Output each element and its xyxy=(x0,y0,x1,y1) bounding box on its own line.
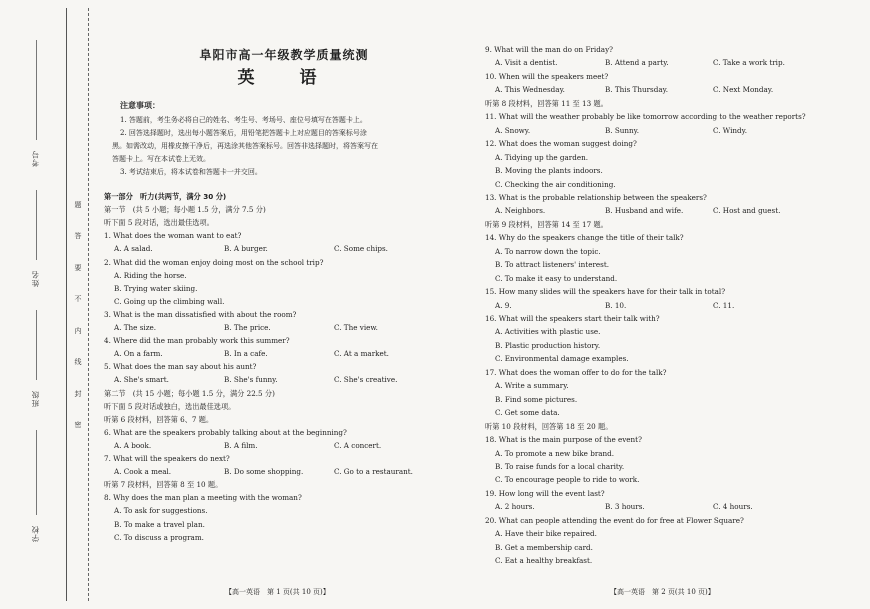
answer-option: C. Windy. xyxy=(713,125,747,135)
answer-option: B. Do some shopping. xyxy=(224,467,304,477)
answer-option: B. She's funny. xyxy=(224,375,278,385)
answer-option: A. Write a summary. xyxy=(495,381,569,391)
exam-title: 阜阳市高一年级教学质量统测 xyxy=(199,48,369,62)
answer-option: B. Husband and wife. xyxy=(605,206,684,216)
notice-heading: 注意事项： xyxy=(120,101,160,110)
answer-option: A. To narrow down the topic. xyxy=(495,246,601,256)
question-text: 12. What does the woman suggest doing? xyxy=(485,139,637,149)
answer-option: A. Riding the horse. xyxy=(114,270,187,280)
question-text: 听第 6 段材料，回答第 6、7 题。 xyxy=(104,414,214,424)
answer-option: A. Activities with plastic use. xyxy=(495,327,601,337)
question-text: 9. What will the man do on Friday? xyxy=(485,45,613,54)
question-text: 16. What will the speakers start their talk with? xyxy=(485,314,660,323)
answer-option: C. A concert. xyxy=(334,440,382,450)
field-exam-number: 考号 xyxy=(31,150,40,167)
field-name: 姓名 xyxy=(31,270,40,287)
answer-option: C. Next Monday. xyxy=(713,85,774,95)
answer-option: B. The price. xyxy=(224,323,271,332)
answer-option: C. Take a work trip. xyxy=(713,58,785,68)
notice-item: 3. 考试结束后，将本试卷和答题卡一并交回。 xyxy=(120,168,262,176)
answer-option: B. A burger. xyxy=(224,244,268,254)
answer-option: B. Plastic production history. xyxy=(495,340,601,350)
subject-title: 英 语 xyxy=(237,68,331,88)
notice-item: 2. 回答选择题时，选出每小题答案后，用铅笔把答题卡上对应题目的答案标号涂 xyxy=(120,129,367,137)
answer-option: C. Checking the air conditioning. xyxy=(495,179,616,189)
question-text: 20. What can people attending the event do for free at Flower Square? xyxy=(485,515,744,525)
question-text: 14. Why do the speakers change the title of their talk? xyxy=(485,233,684,243)
answer-option: C. To encourage people to ride to work. xyxy=(495,475,640,485)
question-text: 18. What is the main purpose of the event? xyxy=(485,435,642,445)
answer-option: A. A salad. xyxy=(114,244,153,254)
answer-option: A. Tidying up the garden. xyxy=(495,152,588,162)
answer-option: B. Sunny. xyxy=(605,125,640,135)
field-class-line xyxy=(36,310,37,380)
question-text: 听下面 5 段对话或独白，选出最佳选项。 xyxy=(104,401,236,411)
question-text: 17. What does the woman offer to do for the talk? xyxy=(485,367,667,377)
question-text: 5. What does the man say about his aunt? xyxy=(104,362,257,372)
answer-option: A. To promote a new bike brand. xyxy=(495,448,615,458)
question-text: 15. How many slides will the speakers have for their talk in total? xyxy=(485,287,726,297)
notice-item: 1. 答题前，考生务必将自己的姓名、考生号、考场号、座位号填写在答题卡上。 xyxy=(120,116,367,124)
answer-option: B. Attend a party. xyxy=(605,58,669,68)
answer-option: A. Cook a meal. xyxy=(114,467,172,477)
question-text: 7. What will the speakers do next? xyxy=(104,454,230,463)
answer-option: A. She's smart. xyxy=(114,375,169,385)
field-school: 学校 xyxy=(31,525,40,542)
answer-option: C. Some chips. xyxy=(334,244,388,254)
question-text: 13. What is the probable relationship between the speakers? xyxy=(485,192,707,202)
question-text: 2. What did the woman enjoy doing most on the school trip? xyxy=(104,257,324,267)
answer-option: A. To ask for suggestions. xyxy=(114,506,208,516)
answer-option: A. A book. xyxy=(114,440,152,450)
answer-option: A. On a farm. xyxy=(114,349,163,359)
question-text: 听第 7 段材料，回答第 8 至 10 题。 xyxy=(104,480,223,490)
answer-option: C. Environmental damage examples. xyxy=(495,354,629,364)
answer-option: A. 2 hours. xyxy=(495,502,535,512)
field-school-line xyxy=(36,430,37,515)
answer-option: B. Trying water skiing. xyxy=(114,283,198,293)
answer-option: A. This Wednesday. xyxy=(495,85,565,95)
binding-margin xyxy=(0,0,92,609)
answer-option: C. She's creative. xyxy=(334,375,398,385)
question-text: 听下面 5 段对话，选出最佳选项。 xyxy=(104,218,214,228)
answer-option: C. Going up the climbing wall. xyxy=(114,296,225,306)
answer-option: A. Have their bike repaired. xyxy=(495,529,597,539)
answer-option: B. In a cafe. xyxy=(224,349,268,359)
answer-option: B. Moving the plants indoors. xyxy=(495,166,603,176)
question-text: 8. Why does the man plan a meeting with the woman? xyxy=(104,493,302,503)
answer-option: C. Go to a restaurant. xyxy=(334,467,413,477)
answer-option: B. Find some pictures. xyxy=(495,394,578,404)
notice-item: 黑。如需改动，用橡皮擦干净后，再选涂其他答案标号。回答非选择题时，将答案写在 xyxy=(112,142,378,150)
answer-option: A. 9. xyxy=(495,300,512,310)
answer-option: B. Get a membership card. xyxy=(495,542,593,552)
margin-line xyxy=(66,8,67,601)
question-text: 听第 8 段材料，回答第 11 至 13 题。 xyxy=(485,98,608,108)
answer-option: B. 3 hours. xyxy=(605,502,645,512)
notice-item: 答题卡上。写在本试卷上无效。 xyxy=(112,155,210,163)
question-text: 10. When will the speakers meet? xyxy=(485,71,609,81)
field-exam-number-line xyxy=(36,40,37,140)
answer-option: B. To raise funds for a local charity. xyxy=(495,461,625,471)
question-text: 3. What is the man dissatisfied with about the room? xyxy=(104,309,297,319)
answer-option: B. 10. xyxy=(605,300,627,310)
answer-option: A. Neighbors. xyxy=(495,206,546,216)
question-text: 听第 10 段材料，回答第 18 至 20 题。 xyxy=(485,421,613,431)
field-name-line xyxy=(36,190,37,260)
field-class: 班级 xyxy=(31,390,40,407)
page-footer-right: 【高一英语 第 2 页(共 10 页)】 xyxy=(610,588,715,596)
question-text: 第二节 (共 15 小题；每小题 1.5 分，满分 22.5 分) xyxy=(104,388,275,398)
question-text: 第一节 (共 5 小题；每小题 1.5 分，满分 7.5 分) xyxy=(104,205,266,215)
question-text: 听第 9 段材料，回答第 14 至 17 题。 xyxy=(485,219,608,229)
cut-line xyxy=(88,8,89,601)
answer-option: C. Get some data. xyxy=(495,408,560,418)
answer-option: C. To make it easy to understand. xyxy=(495,273,618,283)
page-footer-left: 【高一英语 第 1 页(共 10 页)】 xyxy=(225,588,330,596)
seal-line-text: 题 答 要 不 内 线 封 密 xyxy=(74,201,82,429)
answer-option: B. A film. xyxy=(224,440,258,450)
answer-option: A. Visit a dentist. xyxy=(495,58,558,68)
answer-option: C. 11. xyxy=(713,300,735,310)
answer-option: A. Snowy. xyxy=(495,125,531,135)
answer-option: C. Host and guest. xyxy=(713,206,781,216)
answer-option: B. To make a travel plan. xyxy=(114,519,205,529)
answer-option: C. At a market. xyxy=(334,349,389,359)
question-text: 11. What will the weather probably be like tomorrow according to the weather reports? xyxy=(485,112,806,122)
answer-option: C. The view. xyxy=(334,323,378,332)
question-text: 4. Where did the man probably work this summer? xyxy=(104,336,290,346)
answer-option: C. 4 hours. xyxy=(713,502,753,512)
answer-option: C. Eat a healthy breakfast. xyxy=(495,556,593,566)
question-text: 1. What does the woman want to eat? xyxy=(104,231,242,241)
section-heading: 第一部分 听力(共两节，满分 30 分) xyxy=(104,192,227,201)
answer-option: B. To attract listeners' interest. xyxy=(495,260,609,270)
answer-option: A. The size. xyxy=(114,323,157,332)
answer-option: B. This Thursday. xyxy=(605,85,668,95)
answer-option: C. To discuss a program. xyxy=(114,532,204,542)
question-text: 19. How long will the event last? xyxy=(485,488,605,498)
question-text: 6. What are the speakers probably talking about at the beginning? xyxy=(104,427,347,437)
